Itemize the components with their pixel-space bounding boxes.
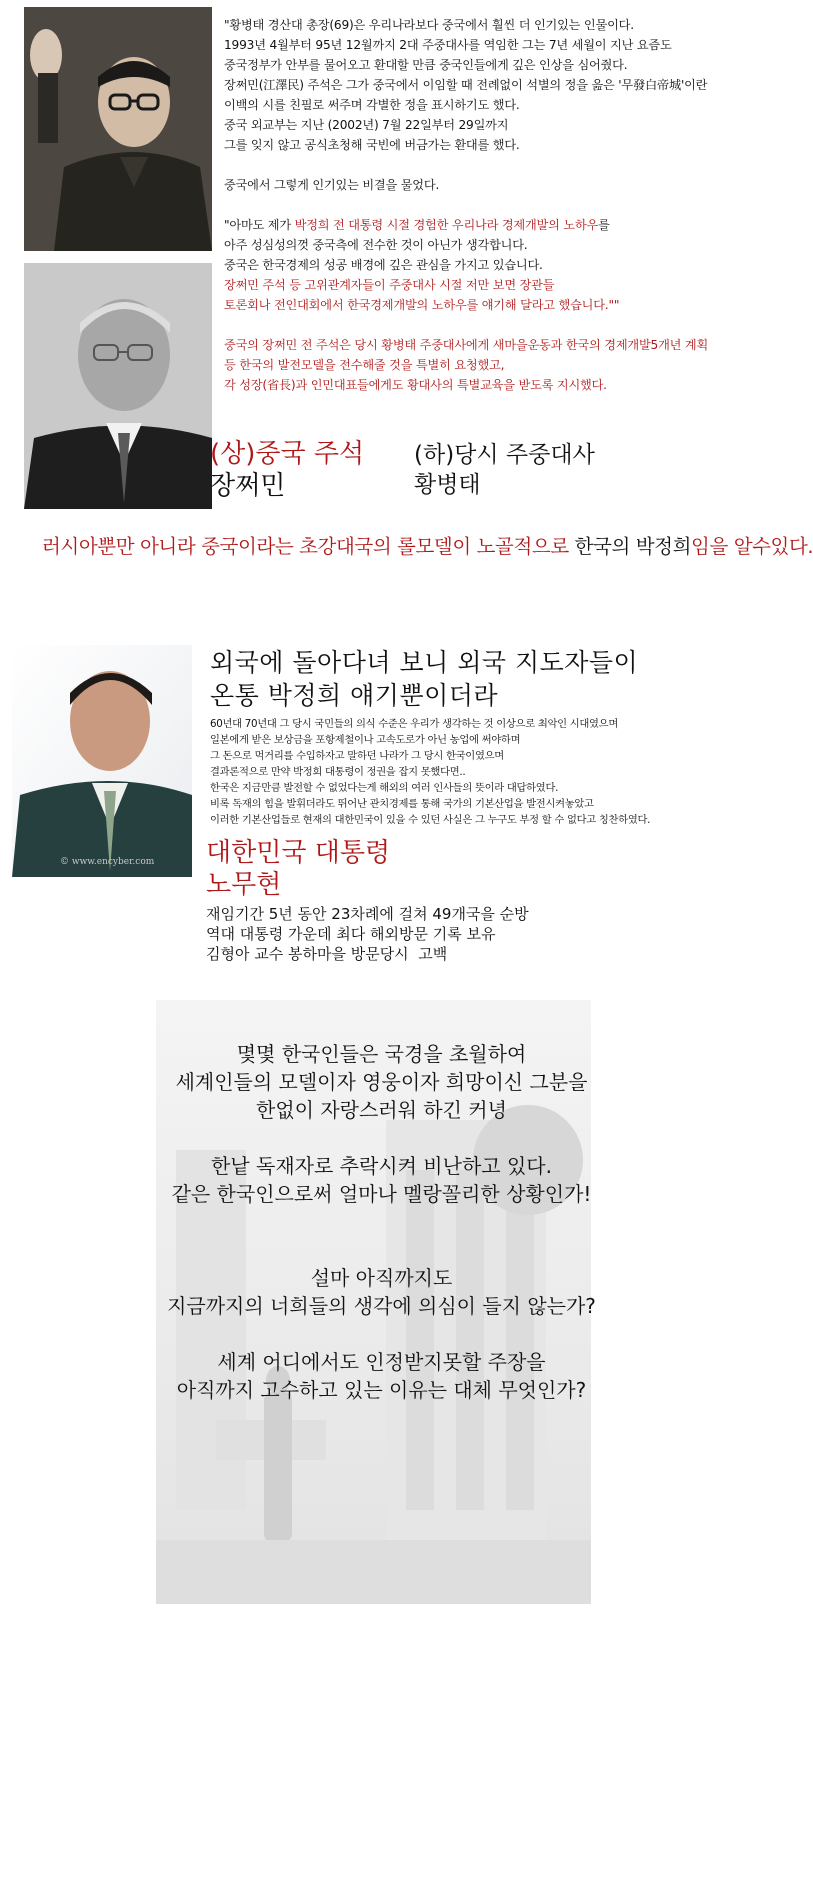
quote-segment: 중국에서 그렇게 인기있는 비결을 물었다. <box>224 178 440 192</box>
hwang-quote-text <box>224 15 754 395</box>
quote-line <box>224 175 754 195</box>
closing-line: 아직까지 고수하고 있는 이유는 대체 무엇인가? <box>176 1378 587 1402</box>
roh-paragraph-line: 결과론적으로 만약 박정희 대통령이 정권을 잡지 못했다면.. <box>210 766 466 778</box>
closing-message <box>0 1040 763 1404</box>
quote-line <box>224 235 754 255</box>
headline-segment: 한국의 박정희 <box>574 535 692 558</box>
roh-info-lines <box>206 904 529 964</box>
roh-paragraph-line: 비록 독재의 힘을 발휘더라도 뛰어난 관치경제를 통해 국가의 기본산업을 발전시켜놓았고 <box>210 798 594 810</box>
roh-headline-line1: 외국에 돌아다녀 보니 외국 지도자들이 <box>210 648 639 677</box>
quote-line <box>224 135 754 155</box>
headline-segment: 러시아뿐만 아니라 중국이라는 초강대국의 롤모델이 노골적으로 <box>42 535 575 558</box>
headline-segment: 임을 알수있다. <box>691 535 813 558</box>
quote-segment: 중국의 장쩌민 전 주석은 당시 황병태 주중대사에게 새마을운동과 한국의 경제개발5개년 계획 <box>224 338 709 352</box>
quote-segment: 이백의 시를 친필로 써주며 각별한 정을 표시하기도 했다. <box>224 98 520 112</box>
quote-line <box>224 215 754 235</box>
quote-segment: 등 한국의 발전모델을 전수해줄 것을 특별히 요청했고, <box>224 358 505 372</box>
quote-segment: 그를 잊지 않고 공식초청해 국빈에 버금가는 환대를 했다. <box>224 138 520 152</box>
quote-spacer <box>224 315 754 335</box>
closing-line: 설마 아직까지도 <box>310 1266 453 1290</box>
roh-info-line: 김형아 교수 봉하마을 방문당시 고백 <box>206 945 448 963</box>
roh-headline <box>210 646 638 712</box>
roh-name-title: 대한민국 대통령 <box>206 838 391 868</box>
quote-spacer <box>224 195 754 215</box>
roh-info-line: 재임기간 5년 동안 23차례에 걸쳐 49개국을 순방 <box>206 905 529 923</box>
roh-name-caption <box>206 837 390 901</box>
roh-paragraph-line: 60년대 70년대 그 당시 국민들의 의식 수준은 우리가 생각하는 것 이상으로 최악인 시대였으며 <box>210 718 618 730</box>
quote-segment: 장쩌민(江澤民) 주석은 그가 중국에서 이임할 때 전례없이 석별의 정을 읊은 '무發白帝城'이란 <box>224 78 708 92</box>
closing-line: 지금까지의 너희들의 생각에 의심이 들지 않는가? <box>167 1294 596 1318</box>
roh-paragraph-line: 한국은 지금만큼 발전할 수 없었다는게 해외의 여러 인사들의 뜻이라 대답하였다. <box>210 782 559 794</box>
roh-paragraph-line: 그 돈으로 먹거리를 수입하자고 말하던 나라가 그 당시 한국이였으며 <box>210 750 504 762</box>
roh-info-line: 역대 대통령 가운데 최다 해외방문 기록 보유 <box>206 925 496 943</box>
quote-line <box>224 95 754 115</box>
quote-spacer <box>224 155 754 175</box>
quote-line <box>224 335 754 355</box>
hwang-caption-title: (하)당시 주중대사 <box>414 442 595 468</box>
hwang-caption <box>414 440 595 500</box>
closing-line: 세계 어디에서도 인정받지못할 주장을 <box>217 1350 546 1374</box>
roh-name: 노무현 <box>206 870 282 900</box>
closing-spacer <box>0 1124 763 1152</box>
quote-segment: 토론회나 전인대회에서 한국경제개발의 노하우를 얘기해 달라고 했습니다."" <box>224 298 620 312</box>
quote-segment: 각 성장(省長)과 인민대표들에게도 황대사의 특별교육을 받도록 지시했다. <box>224 378 607 392</box>
roh-paragraph-line: 이러한 기본산업들로 현재의 대한민국이 있을 수 있던 사실은 그 누구도 부정 할 수 없다고 칭찬하였다. <box>210 814 651 826</box>
closing-line: 같은 한국인으로써 얼마나 멜랑꼴리한 상황인가! <box>171 1182 592 1206</box>
closing-line: 한없이 자랑스러워 하긴 커녕 <box>256 1098 507 1122</box>
closing-line: 한낱 독재자로 추락시켜 비난하고 있다. <box>211 1154 552 1178</box>
quote-line <box>224 55 754 75</box>
quote-segment: 중국 외교부는 지난 (2002년) 7월 22일부터 29일까지 <box>224 118 509 132</box>
closing-spacer <box>0 1320 763 1348</box>
jiang-caption <box>210 438 364 502</box>
quote-line <box>224 375 754 395</box>
roh-moohyun-photo <box>12 645 192 877</box>
quote-segment: "아마도 제가 <box>224 218 295 232</box>
jiang-zemin-photo <box>24 7 212 251</box>
jiang-caption-title: (상)중국 주석 <box>210 439 365 469</box>
quote-line <box>224 15 754 35</box>
quote-line <box>224 275 754 295</box>
quote-segment: 장쩌민 주석 등 고위관계자들이 주중대사 시절 저만 보면 장관들 <box>224 278 555 292</box>
quote-segment: 아주 성심성의껏 중국측에 전수한 것이 아닌가 생각합니다. <box>224 238 528 252</box>
roh-paragraph-line: 일본에게 받은 보상금을 포항제철이나 고속도로가 아닌 농업에 써야하며 <box>210 734 521 746</box>
hwang-caption-name: 황병태 <box>414 472 481 498</box>
quote-line <box>224 255 754 275</box>
quote-segment: 를 <box>598 218 610 232</box>
quote-line <box>224 295 754 315</box>
closing-spacer <box>0 1236 763 1264</box>
closing-line: 세계인들의 모델이자 영웅이자 희망이신 그분을 <box>175 1070 588 1094</box>
quote-segment: 중국정부가 안부를 물어오고 환대할 만큼 중국인들에게 깊은 인상을 심어줬다. <box>224 58 628 72</box>
quote-segment: 박정희 전 대통령 시절 경험한 우리나라 경제개발의 노하우 <box>294 218 599 232</box>
quote-line <box>224 115 754 135</box>
closing-line: 몇몇 한국인들은 국경을 초월하여 <box>236 1042 527 1066</box>
roh-paragraph <box>210 716 650 828</box>
quote-segment: 1993년 4월부터 95년 12월까지 2대 주중대사를 역임한 그는 7년 세월이 지난 요즘도 <box>224 38 672 52</box>
roh-headline-line2: 온통 박정희 얘기뿐이더라 <box>210 681 499 710</box>
quote-segment: 중국은 한국경제의 성공 배경에 깊은 관심을 가지고 있습니다. <box>224 258 543 272</box>
quote-line <box>224 35 754 55</box>
quote-line <box>224 75 754 95</box>
role-model-headline <box>42 534 813 560</box>
quote-segment: "황병태 경산대 총장(69)은 우리나라보다 중국에서 훨씬 더 인기있는 인물이다. <box>224 18 634 32</box>
closing-spacer <box>0 1208 763 1236</box>
quote-line <box>224 355 754 375</box>
photo-watermark: © www.encyber.com <box>60 857 155 867</box>
hwang-byungtae-photo <box>24 263 212 509</box>
jiang-caption-name: 장쩌민 <box>210 471 286 501</box>
